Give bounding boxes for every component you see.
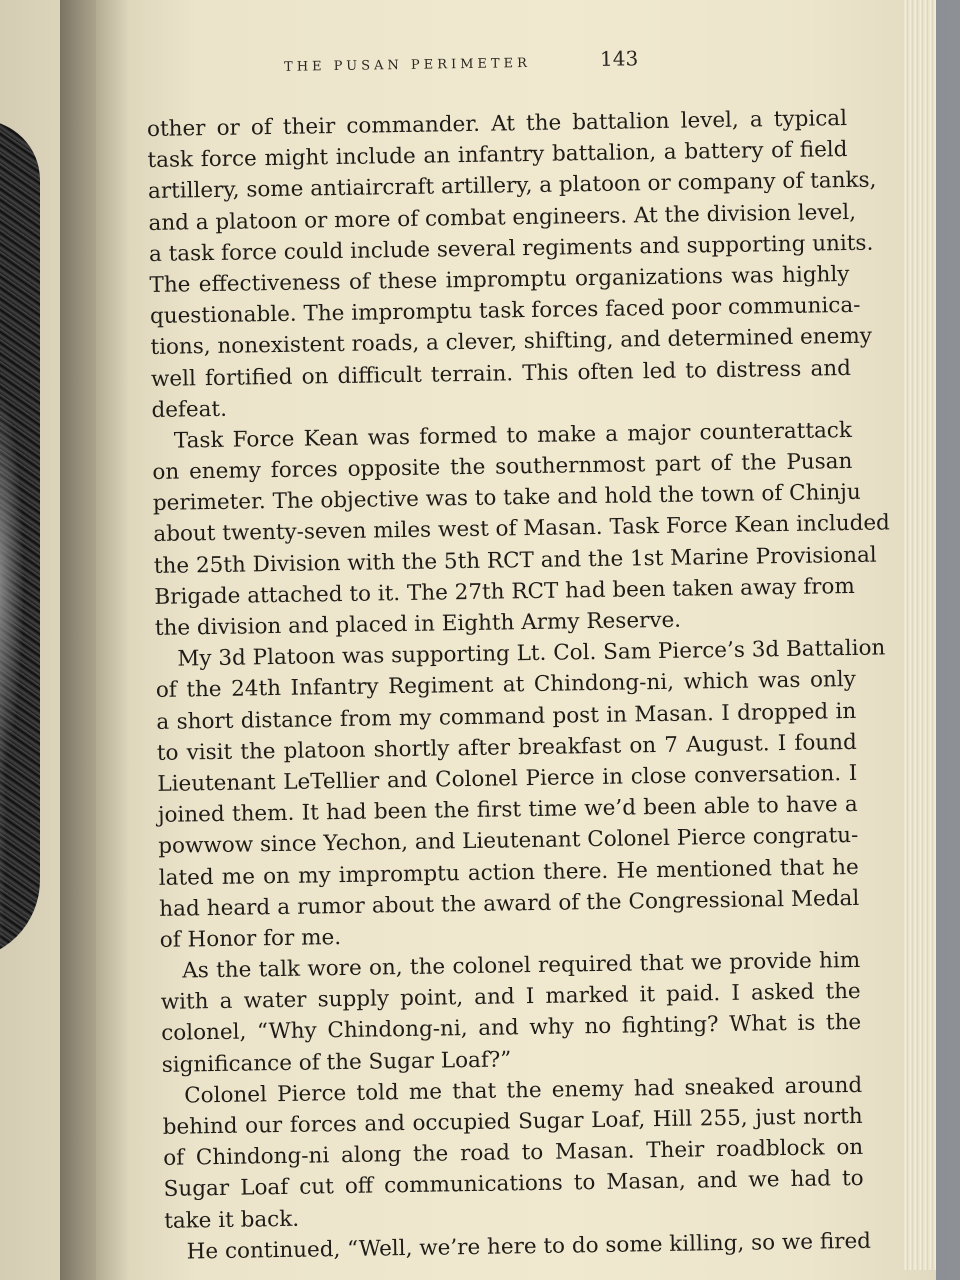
text-line: He continued, “Well, we’re here to do some killing, so we fired: [186, 1228, 872, 1265]
text-line: and a platoon or more of combat engineers. At the division level,: [148, 199, 857, 236]
text-line: about twenty-seven miles west of Masan. Task Force Kean included: [153, 510, 891, 548]
text-line: of Chindong-ni along the road to Masan. Their roadblock on: [163, 1135, 864, 1172]
text-line: Colonel Pierce told me that the enemy had sneaked around: [184, 1072, 863, 1109]
text-line: well fortified on difficult terrain. This often led to distress and: [150, 355, 852, 392]
text-line: As the talk wore on, the colonel required that we provide him: [182, 947, 861, 984]
text-line: Task Force Kean was formed to make a major counterattack: [173, 417, 853, 454]
text-line: a task force could include several regiments and supporting units.: [148, 230, 874, 267]
text-line: behind our forces and occupied Sugar Loaf, Hill 255, just north: [162, 1103, 863, 1140]
text-line: colonel, “Why Chindong-ni, and why no fighting? What is the: [161, 1010, 862, 1047]
left-page-photograph: [0, 120, 40, 960]
text-line: a short distance from my command post in Masan. I dropped in: [156, 698, 857, 735]
text-line: artillery, some antiaircraft artillery, a platoon or company of tanks,: [147, 167, 877, 205]
body-text: [146, 103, 891, 1268]
page-stack-edge: [904, 0, 936, 1270]
text-line: take it back.: [164, 1206, 300, 1234]
book-spine-shadow: [60, 0, 130, 1280]
text-line: The effectiveness of these impromptu organizations was highly: [149, 261, 850, 298]
text-line: powwow since Yechon, and Lieutenant Colonel Pierce congratu-: [158, 823, 859, 860]
text-line: of Honor for me.: [159, 924, 342, 953]
text-line: joined them. It had been the first time we’d been able to have a: [157, 792, 858, 829]
running-head: THE PUSAN PERIMETER: [283, 55, 532, 75]
text-line: on enemy forces opposite the southernmost part of the Pusan: [152, 449, 853, 486]
text-line: lated me on my impromptu action there. He mentioned that he: [158, 854, 859, 891]
text-line: Lieutenant LeTellier and Colonel Pierce in close conversation. I: [157, 760, 858, 797]
text-line: questionable. The impromptu task forces faced poor communica-: [149, 292, 861, 330]
text-line: Brigade attached to it. The 27th RCT had been taken away from: [154, 573, 855, 610]
text-line: to visit the platoon shortly after breakfast on 7 August. I found: [156, 729, 857, 766]
text-line: tions, nonexistent roads, a clever, shifting, and determined enemy: [150, 323, 873, 361]
text-line: significance of the Sugar Loaf?”: [161, 1047, 512, 1078]
text-line: other or of their commander. At the battalion level, a typical: [146, 105, 848, 142]
text-line: Sugar Loaf cut off communications to Masan, and we had to: [163, 1166, 864, 1203]
text-line: with a water supply point, and I marked it paid. I asked the: [160, 979, 861, 1016]
text-line: the division and placed in Eighth Army Reserve.: [154, 607, 682, 641]
text-line: perimeter. The objective was to take and hold the town of Chinju: [152, 480, 861, 517]
text-line: the 25th Division with the 5th RCT and the 1st Marine Provisional: [153, 542, 877, 579]
page-number: 143: [599, 46, 639, 71]
text-line: My 3d Platoon was supporting Lt. Col. Sam Pierce’s 3d Battalion: [177, 635, 886, 672]
text-line: of the 24th Infantry Regiment at Chindong-ni, which was only: [155, 667, 856, 704]
text-line: defeat.: [151, 396, 228, 423]
text-line: had heard a rumor about the award of the Congressional Medal: [159, 885, 860, 922]
text-line: task force might include an infantry battalion, a battery of field: [147, 137, 848, 174]
